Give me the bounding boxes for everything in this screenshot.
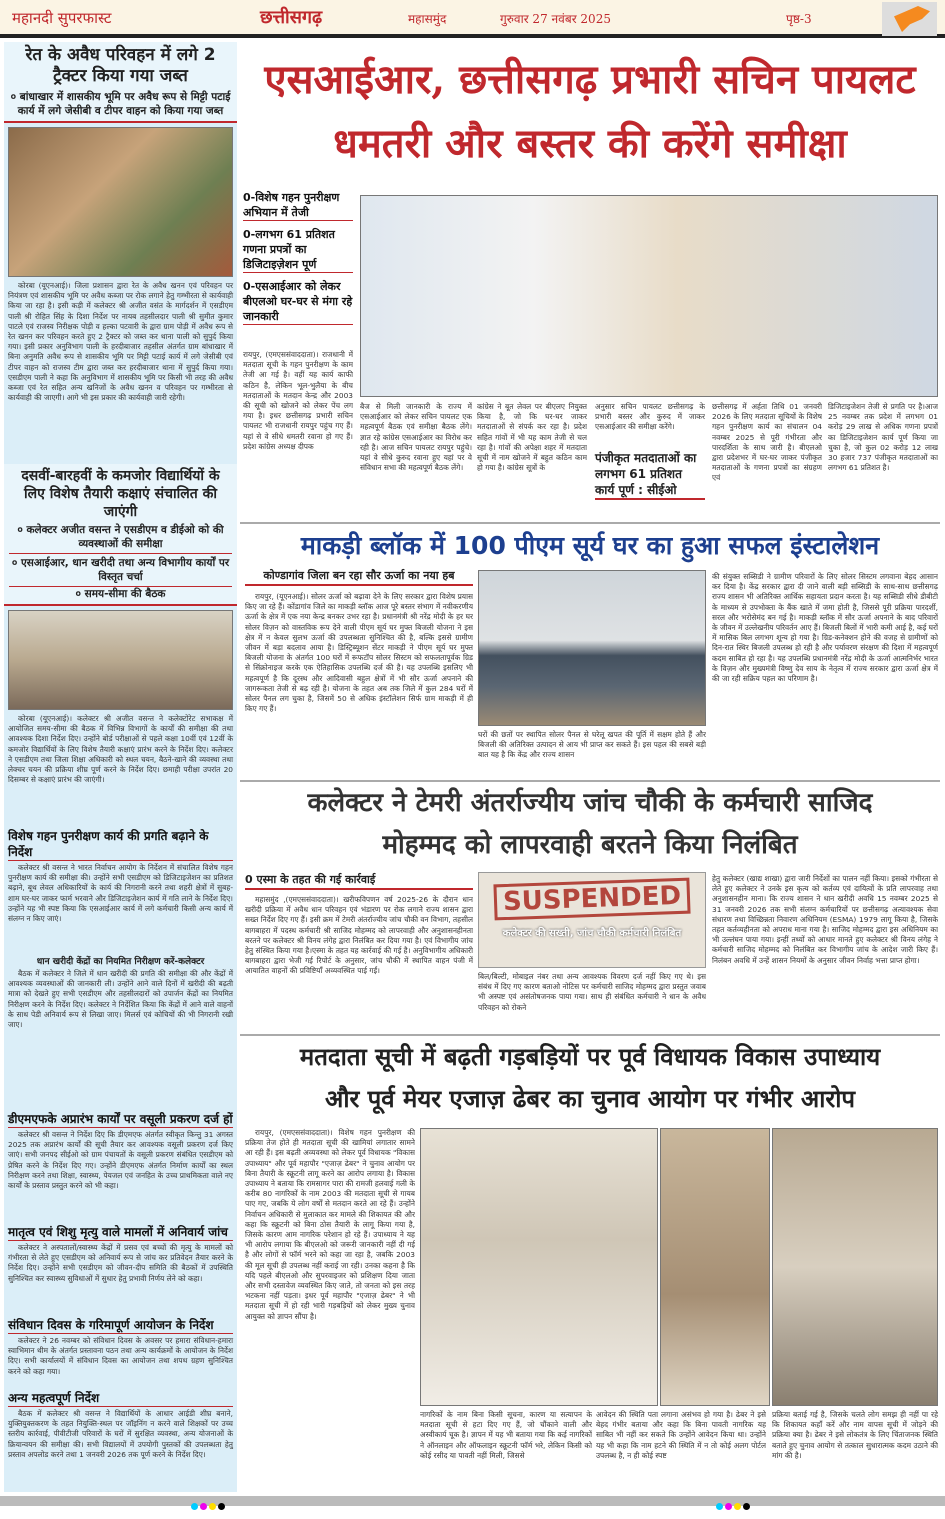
memorandum-photo bbox=[420, 1128, 658, 1406]
headline-line-2: मोहम्मद को लापरवाही बरतने किया निलंबित bbox=[382, 830, 798, 860]
article-column: डिजिटाइजेशन तेजी से प्रगति पर है।आज 25 नवम्बर तक प्रदेश में लगभग 01 करोड़ 29 लाख से अधिक गणना प्रपत्रों का डिजिटाइजेशन कार्य पूर्ण किया जा चुका है, जो कुल 02 करोड़ 12 लाख 30 हजार 737 पंजीकृत मतदाताओं का लगभग 61 प्रतिशत है। bbox=[828, 402, 938, 473]
paper-name: महानदी सुपरफास्ट bbox=[12, 9, 112, 27]
headline-line-1: एसआईआर, छत्तीसगढ़ प्रभारी सचिन पायलट bbox=[264, 56, 916, 103]
issue-date: गुरुवार 27 नवंबर 2025 bbox=[500, 12, 611, 26]
headline-line-2: और पूर्व मेयर एजाज़ ढेबर का चुनाव आयोग पर गंभीर आरोप bbox=[324, 1084, 856, 1113]
article-column: बैज से मिली जानकारी के राज्य में एसआईआर को लेकर सचिन पायलट एक महत्वपूर्ण बैठक एवं समीक्षा बैठक लेंगे। ज्ञात रहे कांग्रेस एसआईआर का विरोध कर रही है। आज सचिन पायलट रायपुर पहुंचे। यहां वे सीधे कुरुद रवाना हुए यहां पर वे संविधान सभा की महत्वपूर्ण बैठक लेंगे। bbox=[360, 402, 472, 473]
article-body: कोरबा (यूएनआई)। जिला प्रशासन द्वारा रेत के अवैध खनन एवं परिवहन पर नियंत्रण एवं शासकीय भूमि पर अवैध कब्जा पर रोक लगाने हेतु गम्भीरता से कार्यवाही किया जा रहा है। इसी कड़ी में कलेक्टर श्री अजीत वसंत के मार्गदर्शन में एसडीएम पाली श्री रोहित सिंह के दिशा निर्देश पर नायब तहसीलदार पाली श्री सुमीत कुमार पाटले एवं राजस्व निरीक्षक पोड़ी व हल्का पटवारी के द्वारा ग्राम पोड़ी में अवैध रूप से रेत खनन कर परिवहन करते हुए 2 ट्रैक्टर को जब्त कर थाना पाली को सुपुर्द किया गया। इसी प्रकार अनुविभाग पाली के हरदीबाजार तहसील अंतर्गत ग्राम बांधाखार में बिना अनुमति अवैध रूप से शासकीय भूमि पर मिट्टी पटाई कार्य में लगे जेसीबी एवं टीपर वाहन को राजस्व टीम द्वारा जब्त कर हरदीबाजार थाना में सुपुर्द किया गया। एसडीएम पाली ने कहा कि अनुविभाग में शासकीय भूमि पर किसी भी तरह की अवैध कब्जा एवं रेत सहित अन्य खनिजों के अवैध खनन व परिवहन पर गम्भीरता से कार्यवाही की जाएगी। आगे भी इस प्रकार की कार्यवाही जारी रहेगी। bbox=[8, 281, 233, 403]
section-heading: संविधान दिवस के गरिमापूर्ण आयोजन के निर्देश bbox=[8, 1317, 233, 1334]
article-body: आवेदन की स्थिति पता लगाना असंभव हो गया है। ढेबर ने इसे बेहद गंभीर बताया और कहा कि बिना पावती नागरिक यह साबित भी नहीं कर सकते कि उन्होंने आवेदन किया था। उन्होंने यह भी कहा कि नाम हटने की स्थिति में न तो कोई अलग पोर्टल उपलब्ध है, न ही कोई स्पष्ट bbox=[596, 1410, 766, 1460]
article-column: अनुसार सचिन पायलट छत्तीसगढ़ के प्रभारी बस्तर और कुरुद में जाकर एसआईआर की समीक्षा करेंगे। bbox=[595, 402, 705, 432]
article-body: कोरबा (यूएनआई)। कलेक्टर श्री अजीत वसन्त ने कलेक्टोरेट सभाकक्ष में आयोजित समय-सीमा की बैठक में विभिन्न विभागों के कार्यों की समीक्षा की तथा आवश्यक दिशा निर्देश दिए। उन्होंने बोर्ड परीक्षाओं से पहले कक्षा 10वीं एवं 12वीं के कमजोर विद्यार्थियों के लिए विशेष तैयारी कक्षाएं प्रारंभ करने के निर्देश दिए। कलेक्टर ने एसडीएम तथा जिला शिक्षा अधिकारी को स्थल चयन, बैठने-खाने की व्यवस्था तथा लेक्चर चयन की प्रक्रिया शीघ्र पूर्ण करने के निर्देश दिए। छमाही परीक्षा उपरांत 20 दिसम्बर से कक्षाएं प्रारंभ की जाएंगी। bbox=[8, 714, 233, 785]
solar-kicker: कोण्डागांव जिला बन रहा सौर ऊर्जा का नया हब bbox=[245, 568, 473, 586]
masthead bbox=[0, 0, 945, 38]
article-body: रायपुर, (एमएससंवाददाता)। विशेष गहन पुनरीक्षण की प्रक्रिया तेज होते ही मतदाता सूची की खामियां लगातार सामने आ रही हैं। इस बढ़ती अव्यवस्था को लेकर पूर्व विधायक "विकास उपाध्याय" और पूर्व महापौर "एजाज़ ढेबर" ने चुनाव आयोग पर बिना तैयारी के स्क्रूटनी लागू करने का आरोप लगाया है। विकास उपाध्याय ने बताया कि रामसागर पारा की रामजी हलवाई गली के करीब 80 नागरिकों के नाम 2003 की मतदाता सूची से गायब पाए गए, जबकि ये लोग वर्षों से मतदान करते आ रहे हैं। उन्होंने निर्वाचन अधिकारी से मुलाकात कर मामले की शिकायत की और कहा कि स्क्रूटनी को बिना ठोस तैयारी के लागू किया गया है, जिसके कारण आम नागरिक परेशान हो रहे हैं। उपाध्याय ने यह भी आरोप लगाया कि बीएलओ को जरूरी जानकारी नहीं दी गई है और लोगों से फॉर्म भरने को कहा जा रहा है, जबकि 2003 की मूल सूची ही उपलब्ध नहीं कराई जा रही। उनका कहना है कि यदि पहले बीएलओ और सुपरवाइजर को प्रशिक्षण दिया जाता और सभी दस्तावेज व्यवस्थित किए जाते, तो जनता को इस तरह भटकना नहीं पड़ता। इधर पूर्व महापौर "एजाज़ ढेबर" ने भी मतदाता सूची में हो रही भारी गड़बड़ियों को लेकर मुख्य चुनाव आयुक्त को ज्ञापन सौंपा है। bbox=[245, 1128, 415, 1321]
section-name: छत्तीसगढ़ bbox=[260, 7, 323, 28]
article-body: हेतु कलेक्टर (खाद्य शाखा) द्वारा जारी निर्देशों का पालन नहीं किया। इसको गंभीरता से लेते हुए कलेक्टर ने उनके इस कृत्य को कर्तव्य एवं दायित्वों के प्रति लापरवाह तथा अनुशासनहीन माना। कि राज्य शासन ने धान खरीदी अवधि 15 नवम्बर 2025 से 31 जनवरी 2026 तक सभी संलग्न कर्मचारियों पर छत्तीसगढ़ अत्यावश्यक सेवा संधारण तथा विच्छिन्नता निवारण अधिनियम (ESMA) 1979 लागू किया है, जिसके तहत कर्तव्यहीनता को अपराध माना गया है। साजिद मोहम्मद द्वारा इस अधिनियम का भी उल्लंघन पाया गया। इन्हीं तथ्यों को आधार मानते हुए कलेक्टर श्री विनय लंगेह ने कर्मचारी साजिद मोहम्मद को निलंबित कर विभागीय जांच के आदेश जारी किए हैं। निलंबन अवधि में उन्हें शासन नियमों के अनुसार जीवन निर्वाह भत्ता प्राप्त होगा। bbox=[712, 874, 938, 965]
edition-city: महासमुंद bbox=[408, 12, 447, 26]
article-body: प्रक्रिया बताई गई है, जिसके चलते लोग समझ ही नहीं पा रहे कि शिकायत कहाँ करें और नाम वापस सूची में जोड़ने की प्रक्रिया क्या है। ढेबर ने इसे लोकतंत्र के लिए चिंताजनक स्थिति बताते हुए चुनाव आयोग से तत्काल सुधारात्मक कदम उठाने की मांग की है। bbox=[772, 1410, 938, 1460]
stamp-caption: कलेक्टर की सख्ती, जांच चौकी कर्मचारी निलंबित bbox=[502, 928, 682, 939]
article-body: कलेक्टर ने अस्पतालों/स्वास्थ्य केंद्रों में प्रसव एवं बच्चों की मृत्यु के मामलों को गंभीरता से लेते हुए एसडीएम को अनिवार्य रूप से जांच कर प्रतिवेदन तैयार करने के निर्देश दिए। उन्होंने सभी एसडीएम को जीवन-दीप समिति की बैठकों में उपस्थिति सुनिश्चित कर स्वास्थ्य सुविधाओं में सुधार हेतु प्रभावी निर्णय लेने को कहा। bbox=[8, 1243, 233, 1283]
bullet: 0-विशेष गहन पुनरीक्षण अभियान में तेजी bbox=[243, 190, 353, 221]
section-heading: मातृत्व एवं शिशु मृत्यु वाले मामलों में अनिवार्य जांच bbox=[8, 1224, 233, 1241]
article-body: घरों की छतों पर स्थापित सोलर पैनल से घरेलू खपत की पूर्ति में सक्षम होते हैं और बिजली की अतिरिक्त उत्पादन से आय भी प्राप्त कर सकते हैं। इस पहल की सबसे बड़ी बात यह है कि केंद्र और राज्य शासन bbox=[478, 730, 706, 760]
suspended-graphic bbox=[478, 872, 706, 968]
headline-line-1: मतदाता सूची में बढ़ती गड़बड़ियों पर पूर्व विधायक विकास उपाध्याय bbox=[299, 1042, 881, 1071]
article-column: कांग्रेस ने बूत लेवल पर बीएलए नियुक्त किया है, जो कि घर-घर जाकर मतदाताओं से संपर्क कर रहा है। प्रदेश सहित गांवों में भी यह काम तेजी से चल रहा है। गांवों की अपेक्षा शहर में मतदाता सूची में नाम खोजने में बहुत कठिन काम हो गया है। कांग्रेस सूत्रों के bbox=[477, 402, 587, 473]
article-body: बैठक में कलेक्टर ने जिले में धान खरीदी की प्रगति की समीक्षा की और केंद्रों में आवश्यक व्यवस्थाओं की जानकारी ली। उन्होंने आने वाले दिनों में खरीदी की बढ़ती मात्रा को देखते हुए सभी एसडीएम और तहसीलदारों को उपार्जन केंद्रों का नियमित निरीक्षण करने के निर्देश दिए। कलेक्टर ने निर्देशित किया कि केंद्रों में आने वाले वाहनों के साथ पेडी अनिवार्य रूप से लिखा जाए। मिलर्स एवं कोचियों की भी निगरानी रखी जाए। bbox=[8, 969, 233, 1030]
article-body: कलेक्टर ने 26 नवम्बर को संविधान दिवस के अवसर पर हमारा संविधान-हमारा स्वाभिमान थीम के अंतर्गत प्रस्तावना पठन तथा अन्य कार्यक्रमों के आयोजन के निर्देश दिए। सभी कार्यालयों में संविधान दिवस का आयोजन तथा शपथ ग्रहण सुनिश्चित करने को कहा गया। bbox=[8, 1336, 233, 1376]
submission-photo bbox=[772, 1128, 938, 1406]
leader-photo bbox=[660, 1128, 770, 1406]
inset-heading: पंजीकृत मतदाताओं का लगभग 61 प्रतिशत कार्य पूर्ण : सीईओ bbox=[595, 450, 705, 500]
registration-bar bbox=[0, 1496, 945, 1506]
suspension-headline bbox=[240, 780, 940, 866]
article-body: नागरिकों के नाम बिना किसी सूचना, कारण या सत्यापन के मतदाता सूची से हटा दिए गए हैं, जो चौंकाने वाली और अस्वीकार्य चूक है। ज्ञापन में यह भी बताया गया कि कई नागरिकों ने ऑनलाइन और ऑफलाइन स्क्रूटनी फॉर्म भरे, लेकिन किसी को कोई रसीद या पावती नहीं मिली, जिससे bbox=[420, 1410, 592, 1460]
headline: दसवीं-बारहवीं के कमजोर विद्यार्थियों के लिए विशेष तैयारी कक्षाएं संचालित की जाएंगी bbox=[21, 468, 220, 520]
article-body: कलेक्टर श्री वसन्त ने भारत निर्वाचन आयोग के निर्देशन में संचालित विशेष गहन पुनरीक्षण कार्य की समीक्षा की। उन्होंने सभी एसडीएम को डिजिटाइजेशन का प्रतिशत बढ़ाने, बूथ लेवल अधिकारियों के कार्य की निगरानी करने तथा शहरी क्षेत्रों में सुबह-शाम घर-घर जाकर फार्म भरवाने और डिजिटाइजेशन कार्य में गति लाने के निर्देश दिए। उन्होंने यह भी स्पष्ट किया कि एसआईआर कार्य में लगे कर्मचारी किसी अन्य कार्य में संलग्न न किए जाएं। bbox=[8, 863, 233, 924]
subheadline: ० एसआईआर, धान खरीदी तथा अन्य विभागीय कार्यों पर विस्तृत चर्चा bbox=[9, 554, 232, 587]
article-body: रायपुर, (यूएनआई)। सोलर ऊर्जा को बढ़ावा देने के लिए सरकार द्वारा विशेष प्रयास किए जा रहे हैं। कोंडागांव जिले का माकड़ी ब्लॉक आज पूरे बस्तर संभाग में नवीकरणीय ऊर्जा के क्षेत्र में एक नया केन्द्र बनकर उभर रहा है। प्रधानमंत्री श्री नरेंद्र मोदी के हर घर सोलर विज़न को वास्तविक रूप देने वाली पीएम सूर्य घर मुफ्त बिजली योजना ने इस क्षेत्र में न केवल सुलभ ऊर्जा की उपलब्धता सुनिश्चित की है, बल्कि इससे ग्रामीण जीवन में बड़ा बदलाव आया है। डिस्ट्रिब्यूशन सेंटर माकड़ी ने पीएम सूर्य घर मुफ्त बिजली योजना के अंतर्गत 100 घरों में रूफटॉप सोलर सिस्टम को सफलतापूर्वक ग्रिड से सिंक्रोनाइज करके एक ऐतिहासिक उपलब्धि दर्ज की है। यह उपलब्धि इसलिए भी महत्वपूर्ण है कि दूरस्थ और आदिवासी बहुल क्षेत्रों में भी सौर ऊर्जा अपनाने की जागरूकता तेजी से बढ़ रही है। योजना के तहत अब तक जिले में कुल 284 घरों में सोलर पैनल लग चुका है, जिसमें 50 से अधिक इंस्टॉलेशन सिर्फ ग्राम माकड़ी में ही किए गए हैं। bbox=[245, 592, 473, 714]
voter-headline bbox=[240, 1034, 940, 1120]
subheading: धान खरीदी केंद्रों का नियमित निरीक्षण करें-कलेक्टर bbox=[36, 957, 205, 967]
page-number: पृष्ठ-3 bbox=[786, 12, 812, 26]
article-column: छत्तीसगढ़ में अर्हता तिथि 01 जनवरी 2026 के लिए मतदाता सूचियों के विशेष गहन पुनरीक्षण कार्य का संचालन 04 नवम्बर 2025 से पूरी गंभीरता और पारदर्शिता के साथ जारी है। बीएलओ द्वारा प्रदेशभर में घर-घर जाकर पंजीकृत मतदाताओं के गणना प्रपत्रों का संग्रहण एवं bbox=[712, 402, 822, 483]
press-conference-photo bbox=[360, 195, 938, 397]
solar-headline: माकड़ी ब्लॉक में 100 पीएम सूर्य घर का हुआ सफल इंस्टालेशन bbox=[240, 522, 940, 562]
article-body: की संयुक्त सब्सिडी ने ग्रामीण परिवारों के लिए सोलर सिस्टम लगवाना बेहद आसान कर दिया है। केंद्र सरकार द्वारा दी जाने वाली बड़ी सब्सिडी के साथ-साथ छत्तीसगढ़ राज्य शासन भी अतिरिक्त आर्थिक सहायता प्रदान करता है। यह सब्सिडी सीधे डीबीटी के माध्यम से उपभोक्ता के बैंक खाते में जमा होती है, जिससे पूरी प्रक्रिया पारदर्शी, सरल और भरोसेमंद बन गई है। माकड़ी ब्लॉक में सौर ऊर्जा अपनाने के बाद परिवारों के जीवन में उल्लेखनीय परिवर्तन आए हैं। बिजली बिलों में भारी कमी आई है, कई घरों में मासिक बिल लगभग शून्य हो गया है। ग्रिड-कनेक्शन होने की वजह से ग्रामीणों को दिन-रात स्थिर बिजली उपलब्ध हो रही है और पर्यावरण संरक्षण की दिशा में महत्वपूर्ण कदम साबित हो रहा है। यह उपलब्धि प्रधानमंत्री नरेंद्र मोदी के ऊर्जा आत्मनिर्भर भारत के विज़न और मुख्यमंत्री विष्णु देव साय के नेतृत्व में राज्य सरकार द्वारा ऊर्जा क्षेत्र में की जा रही सक्रिय पहल का परिणाम है। bbox=[712, 572, 938, 684]
lead-bullets bbox=[243, 190, 353, 325]
bullet: 0-लगभग 61 प्रतिशत गणना प्रपत्रों का डिजिटाइज़ेशन पूर्ण bbox=[243, 227, 353, 273]
state-map-icon bbox=[882, 2, 937, 36]
headline-line-2: धमतरी और बस्तर की करेंगे समीक्षा bbox=[333, 120, 847, 167]
subheadline: ० कलेक्टर अजीत वसन्त ने एसडीएम व डीईओ को की व्यवस्थाओं की समीक्षा bbox=[9, 521, 232, 554]
article-column: रायपुर, (एमएससंवाददाता)। राजधानी में मतदाता सूची के गहन पुनरीक्षण के काम तेजी आ गई है। वहीं यह कार्य काफी कठिन है, लेकिन भूल-भुलैया के बीच मतदाताओं के मतदान केन्द्र और 2003 की सूची को खोजने को लेकर पेंच लग गया है। इधर छत्तीसगढ़ प्रभारी सचिन पायलट भी राजधानी रायपुर पहुंच गए हैं। यहां से वे सीधे धमतरी रवाना हो गए हैं। प्रदेश कांग्रेस अध्यक्ष दीपक bbox=[243, 350, 353, 451]
article-body: बिल/बिल्टी, मोबाइल नंबर तथा अन्य आवश्यक विवरण दर्ज नहीं किए गए थे। इस संबंध में दिए गए कारण बताओ नोटिस पर कर्मचारी साजिद मोहम्मद द्वारा प्रस्तुत जवाब भी अस्पष्ट एवं असंतोषजनक पाया गया। साथ ही संबंधित कर्मचारी ने धान के अवैध परिवहन को रोकने bbox=[478, 972, 706, 1012]
tractor-story-header bbox=[4, 42, 237, 123]
bullet: 0-एसआईआर को लेकर बीएलओ घर-घर से मंगा रहे जानकारी bbox=[243, 280, 353, 323]
suspended-stamp: SUSPENDED bbox=[493, 878, 690, 921]
section-heading: अन्य महत्वपूर्ण निर्देश bbox=[8, 1390, 233, 1407]
headline: रेत के अवैध परिवहन में लगे 2 ट्रैक्टर किया गया जब्त bbox=[25, 45, 216, 86]
subheadline: ० बांधाखार में शासकीय भूमि पर अवैध रूप से मिट्टी पटाई कार्य में लगे जेसीबी व टीपर वाहन को किया गया जब्त bbox=[10, 91, 231, 117]
lead-headline bbox=[240, 48, 940, 176]
article-body: बैठक में कलेक्टर श्री वसन्त ने विद्यार्थियों के आधार आईडी शीघ्र बनाने, युक्तियुक्तकरण के तहत नियुक्ति-स्थल पर जॉइनिंग न करने वाले शिक्षकों पर उच्च स्तरीय कार्रवाई, पीवीटीजी परिवारों के घरों में सुरक्षित व्यवस्था, अन्य योजनाओं के क्रियान्वयन की समीक्षा की। सभी विद्यालयों में उपयोगी पुस्तकों की उपलब्धता हेतु प्रस्ताव अपलोड करने तथा 1 जनवरी 2026 तक पूर्ण करने के निर्देश दिए। bbox=[8, 1409, 233, 1459]
suspension-kicker: 0 एस्मा के तहत की गई कार्रवाई bbox=[245, 872, 473, 890]
section-heading: विशेष गहन पुनरीक्षण कार्य की प्रगति बढ़ाने के निर्देश bbox=[8, 828, 233, 861]
article-body: कलेक्टर श्री वसन्त ने निर्देश दिए कि डीएमएफ अंतर्गत स्वीकृत किन्तु 31 अगस्त 2025 तक अप्रारंभ कार्यों की सूची तैयार कर आवश्यक वसूली प्रकरण दर्ज किए जाएं। सभी जनपद सीईओ को ग्राम पंचायतों के वसूली प्रकरण संबंधित एसडीएम को प्रेषित करने के निर्देश दिए गए। उन्होंने डीएमएफ अंतर्गत निर्माण कार्यों का स्थल निरीक्षण करने तथा शिक्षा, स्वास्थ्य, पेयजल एवं जनहित के उच्च प्राथमिकता वाले नए कार्यों के प्रस्ताव प्रस्तुत करने को भी कहा। bbox=[8, 1130, 233, 1191]
section-heading: डीएमएफके अप्रारंभ कार्यों पर वसूली प्रकरण दर्ज हों bbox=[8, 1112, 233, 1126]
school-story-header bbox=[4, 464, 237, 606]
article-body: महासमुंद ,(एमएससंवाददाता)। खरीफविपणन वर्ष 2025-26 के दौरान धान खरीदी प्रक्रिया में अवैध धान परिवहन एवं भंडारण पर रोक लगाने राज्य शासन द्वारा सख्त निर्देश दिए गए हैं। इसी क्रम में टेमरी अंतर्राज्यीय जांच चौकी वन विभाग, तहसील बागबाहरा में पदस्थ कर्मचारी श्री साजिद मोहम्मद को लापरवाही और अनुशासनहीनता बरतने पर कलेक्टर श्री विनय लंगेह द्वारा निलंबित कर दिया गया है। एवं विभागीय जांच हेतु संस्थित किया गया है।एस्मा के तहत यह कार्रवाई की गई है। अनुविभागीय अधिकारी बागबाहरा द्वारा भेजी गई रिपोर्ट के अनुसार, जांच चौकी में स्थापित वाहन पंजी में आयातित वाहनों की प्रविष्टियाँ अव्यवस्थित पाई गईं। bbox=[245, 895, 473, 976]
tractor-photo bbox=[8, 127, 233, 277]
subheadline: ० समय-सीमा की बैठक bbox=[75, 588, 166, 600]
left-column bbox=[4, 42, 237, 1492]
solar-panel-photo bbox=[478, 570, 706, 726]
headline-line-1: कलेक्टर ने टेमरी अंतर्राज्यीय जांच चौकी के कर्मचारी साजिद bbox=[307, 788, 873, 818]
meeting-photo bbox=[8, 610, 233, 710]
